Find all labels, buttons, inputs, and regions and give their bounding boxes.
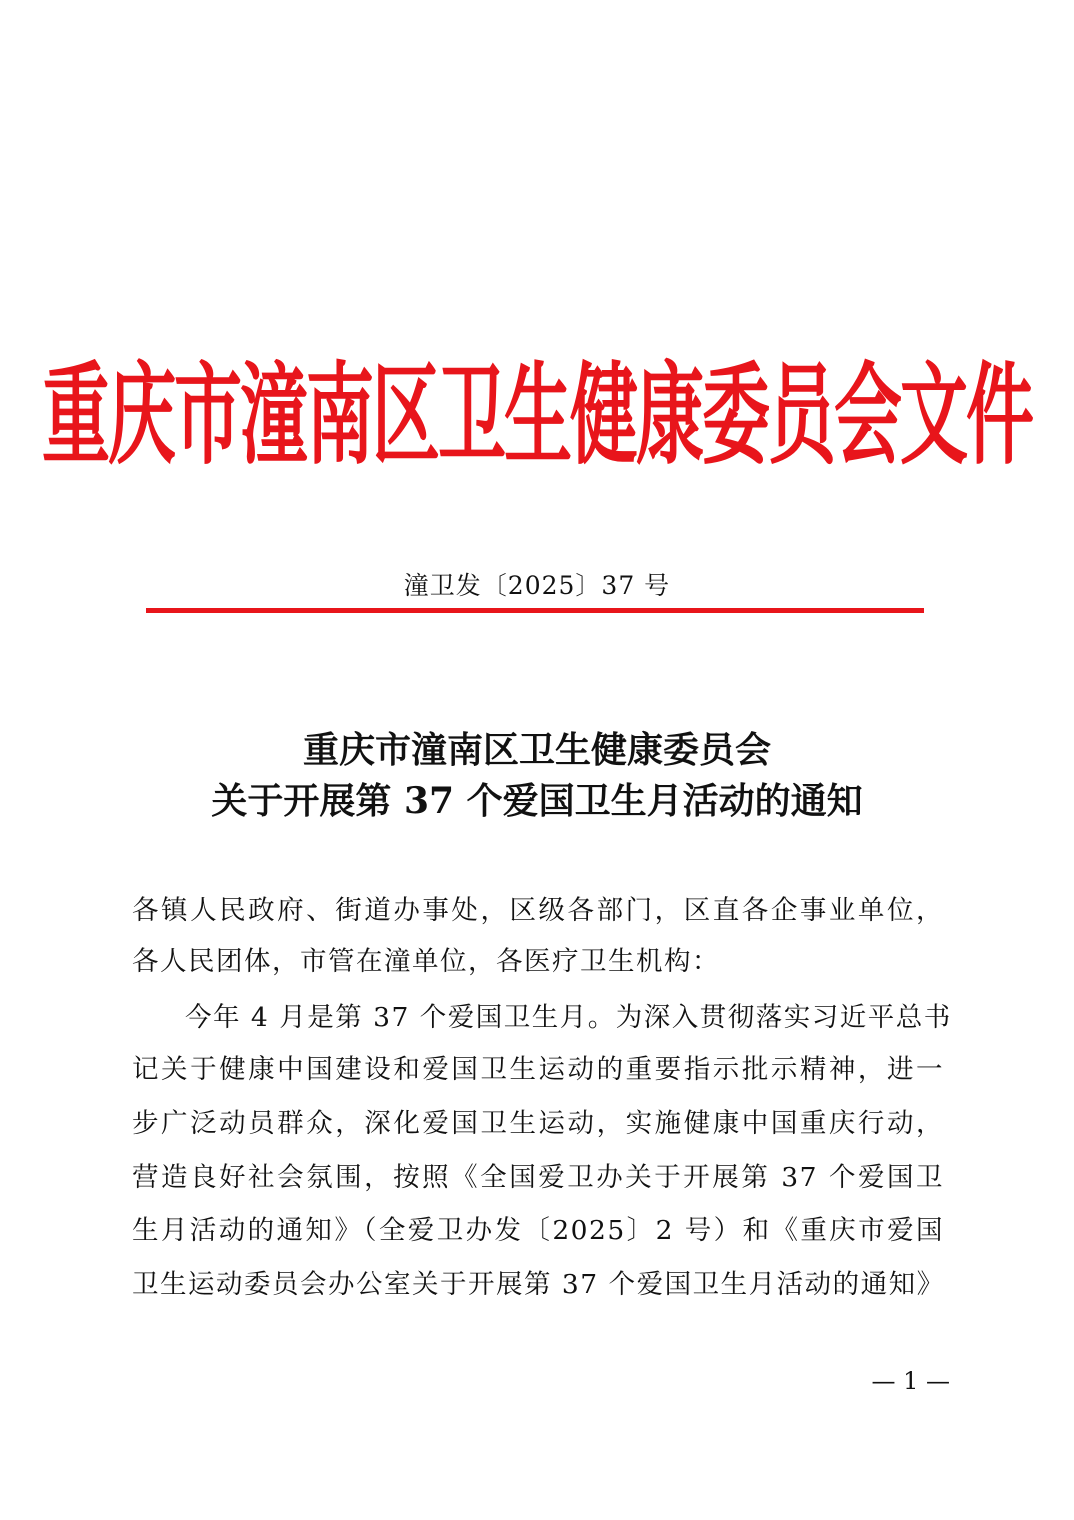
document-title-line-2: 关于开展第 37 个爱国卫生月活动的通知 xyxy=(211,780,863,822)
body-text-line: 各镇人民政府、街道办事处，区级各部门，区直各企事业单位， xyxy=(132,895,944,926)
masthead xyxy=(42,348,1033,488)
body-text-line: 步广泛动员群众，深化爱国卫生运动，实施健康中国重庆行动， xyxy=(132,1108,944,1139)
body-text-line: 生月活动的通知》（全爱卫办发〔2025〕2 号）和《重庆市爱国 xyxy=(132,1215,944,1246)
body-text-line: 今年 4 月是第 37 个爱国卫生月。为深入贯彻落实习近平总书 xyxy=(185,1002,952,1033)
body-text-line: 营造良好社会氛围，按照《全国爱卫办关于开展第 37 个爱国卫 xyxy=(132,1162,944,1193)
body-text-line: 卫生运动委员会办公室关于开展第 37 个爱国卫生月活动的通知》 xyxy=(132,1269,945,1300)
document-title-line-1: 重庆市潼南区卫生健康委员会 xyxy=(302,729,771,771)
body-text-line: 各人民团体，市管在潼单位，各医疗卫生机构： xyxy=(132,946,720,977)
masthead-title: 重庆市潼南区卫生健康委员会文件 xyxy=(42,353,1033,482)
page-number: — 1 — xyxy=(871,1367,950,1395)
document-number: 潼卫发〔2025〕37 号 xyxy=(403,571,671,600)
red-divider-rule xyxy=(146,608,924,613)
body-text-line: 记关于健康中国建设和爱国卫生运动的重要指示批示精神，进一 xyxy=(132,1054,944,1085)
